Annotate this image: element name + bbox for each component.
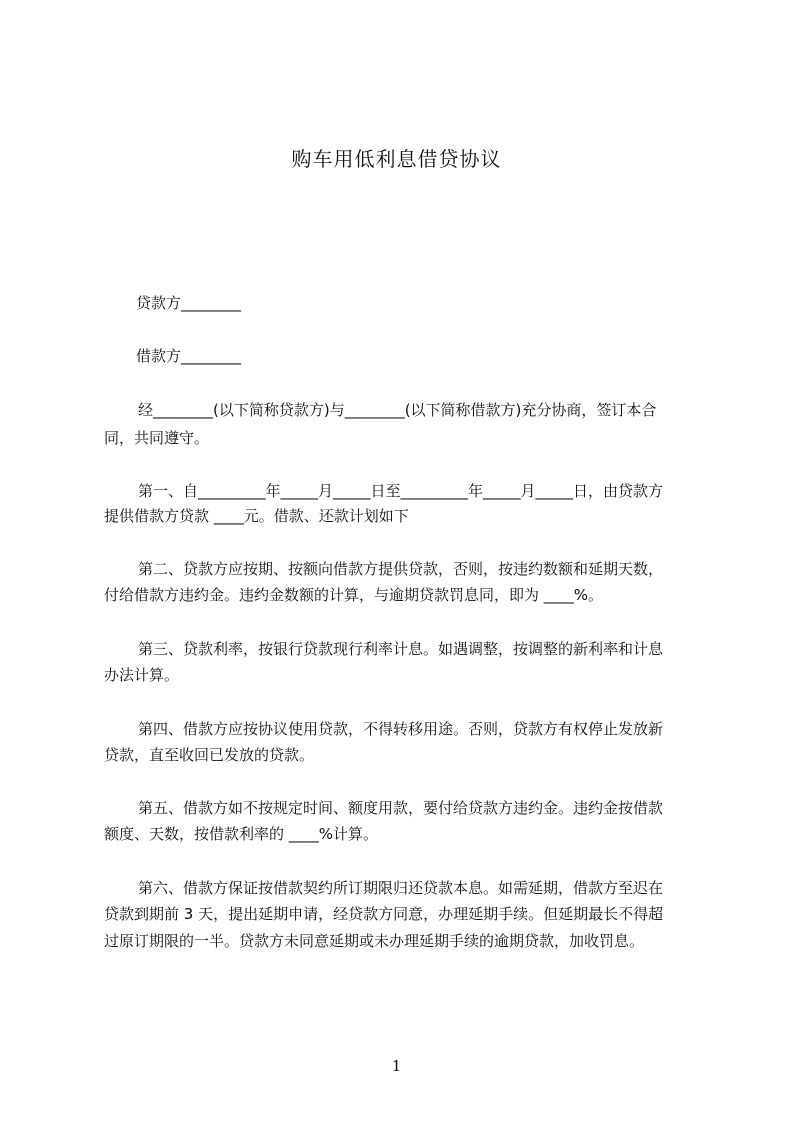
lender-line: 贷款方________ <box>136 294 242 312</box>
document-title: 购车用低利息借贷协议 <box>291 147 502 171</box>
paragraph-line: 贷款到期前 3 天，提出延期申请，经贷款方同意，办理延期手续。但延期最长不得超 <box>104 905 664 923</box>
paragraph-line: 第六、借款方保证按借款契约所订期限归还贷款本息。如需延期，借款方至迟在 <box>138 879 664 897</box>
paragraph-line: 第三、贷款利率，按银行贷款现行利率计息。如遇调整，按调整的新利率和计息 <box>138 640 664 658</box>
paragraph-line: 贷款，直至收回已发放的贷款。 <box>104 746 315 764</box>
paragraph-line: 第一、自_________年_____月_____日至_________年_____月_____日，由贷款方 <box>138 482 664 500</box>
paragraph-line: 提供借款方贷款 ____元。借款、还款计划如下 <box>104 507 409 525</box>
paragraph-line: 付给借款方违约金。违约金数额的计算，与逾期贷款罚息同，即为 ____%。 <box>104 586 604 604</box>
paragraph-line: 第五、借款方如不按规定时间、额度用款，要付给贷款方违约金。违约金按借款 <box>138 799 664 817</box>
paragraph-line: 第四、借款方应按协议使用贷款，不得转移用途。否则，贷款方有权停止发放新 <box>138 720 664 738</box>
paragraph-line: 额度、天数，按借款利率的 ____%计算。 <box>104 825 379 843</box>
paragraph-line: 同，共同遵守。 <box>104 429 210 447</box>
paragraph-line: 办法计算。 <box>104 666 180 684</box>
paragraph-line: 第二、贷款方应按期、按额向借款方提供贷款，否则，按违约数额和延期天数， <box>138 560 664 578</box>
paragraph-line: 过原订期限的一半。贷款方未同意延期或未办理延期手续的逾期贷款，加收罚息。 <box>104 932 645 950</box>
borrower-line: 借款方________ <box>136 347 242 365</box>
paragraph-line: 经________(以下简称贷款方)与________(以下简称借款方)充分协商，签订本合 <box>138 401 657 419</box>
page-number: 1 <box>391 1057 402 1075</box>
